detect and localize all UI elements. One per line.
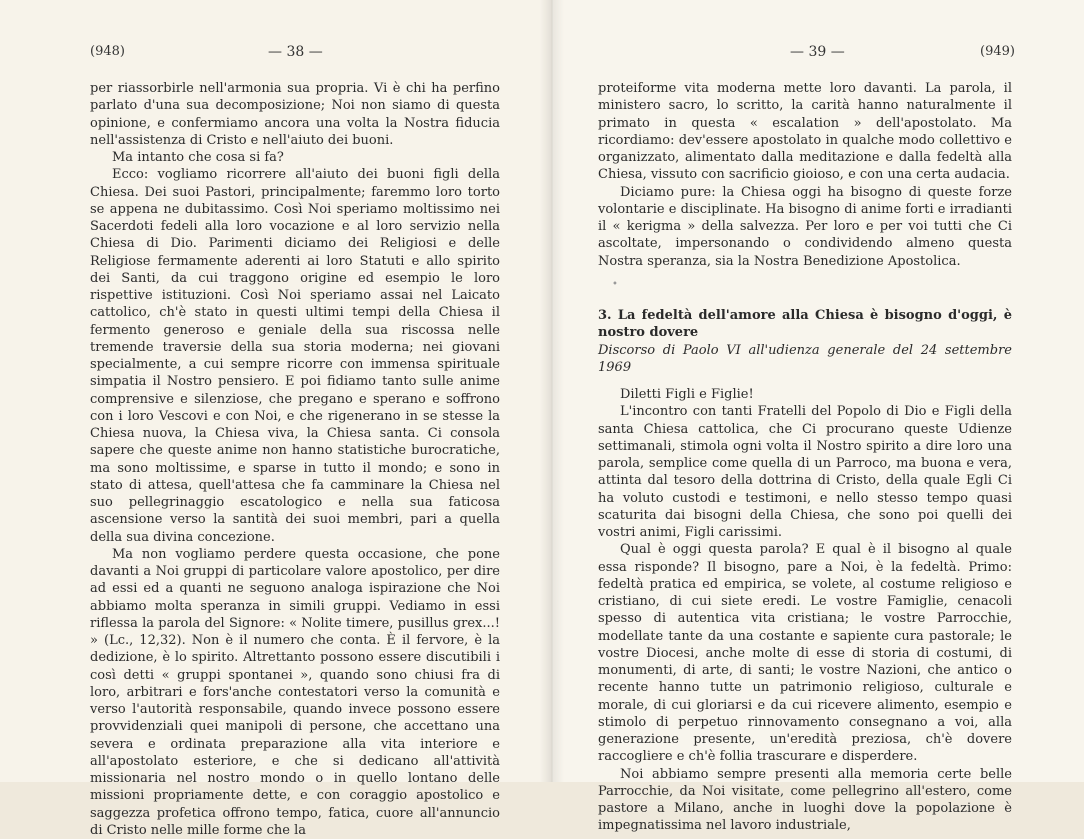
paragraph: Ecco: vogliamo ricorrere all'aiuto dei buoni figli della Chiesa. Dei suoi Pastori, principalmente; faremmo loro torto se appena ne dubitassimo. Così Noi speriamo moltissimo nei Sacerdoti fedeli alla loro vocazione e al loro servizio nella Chiesa di Dio. Parimenti diciamo dei Religiosi e delle Religiose fermamente aderenti ai loro Statuti e allo spirito dei Santi, da cui traggono origine ed esempio le loro rispettive istituzioni. Così Noi speriamo assai nel Laicato cattolico, ch'è stato in questi ultimi tempi della Chiesa il fermento generoso e geniale della sua riscossa nelle tremende traversie della sua storia moderna; nei giovani specialmente, a cui sempre ricorre con immensa spirituale simpatia il Nostro pensiero. E poi fidiamo tanto sulle anime comprensive e silenziose, che pregano e sperano e soffrono con i loro Vescovi e con Noi, e che rigenerano in se stesse la Chiesa nuova, la Chiesa viva, la Chiesa santa. Ci consola sapere che queste anime non hanno statistiche burocratiche, ma sono moltissime, e sparse in tutto il mondo; e sono in stato di attesa, quell'attesa che fa camminare la Chiesa nel suo pellegrinaggio escatologico e nella sua faticosa ascensione verso la santità dei suoi membri, pari a quella della sua divina concezione. (90, 167, 500, 545)
paragraph: Noi abbiamo sempre presenti alla memoria certe belle Parrocchie, da Noi visitate, come pellegrino all'estero, come pastore a Milano, anche in luoghi dove la popolazione è impegnatissima nel lavoro industriale, (598, 766, 1012, 834)
separator-dot: • (612, 278, 618, 290)
paragraph: proteiforme vita moderna mette loro davanti. La parola, il ministero sacro, lo scritto, la carità hanno naturalmente il primato in questa « escalation » dell'apostolato. Ma ricordiamo: dev'essere apostolato in qualche modo collettivo e organizzato, alimentato dalla meditazione e dalla fedeltà alla Chiesa, vissuto con sacrificio gioioso, e con una certa audacia. (598, 81, 1012, 183)
paragraph: per riassorbirle nell'armonia sua propria. Vi è chi ha perfino parlato d'una sua decomposizione; Noi non siamo di questa opinione, e confermiamo ancora una volta la Nostra fiducia nell'assistenza di Cristo e nell'aiuto dei buoni. (90, 81, 500, 148)
section-subtitle: Discorso di Paolo VI all'udienza generale del 24 settembre 1969 (598, 342, 1012, 375)
right-page (552, 0, 1084, 834)
right-body-text (598, 80, 1012, 835)
paragraph: Diciamo pure: la Chiesa oggi ha bisogno di queste forze volontarie e disciplinate. Ha bisogno di anime forti e irradianti il « kerigma » della salvezza. Per loro e per voi tutti che Ci ascoltate, impersonando o condividendo almeno questa Nostra speranza, sia la Nostra Benedizione Apostolica. (598, 184, 1012, 269)
left-margin-number: (948) (90, 44, 125, 59)
section-title: 3. La fedeltà dell'amore alla Chiesa è bisogno d'oggi, è nostro dovere (598, 308, 1012, 341)
paragraph: Ma intanto che cosa si fa? (112, 150, 284, 165)
book-gutter (540, 0, 564, 782)
right-margin-number: (949) (980, 44, 1015, 59)
paragraph: L'incontro con tanti Fratelli del Popolo di Dio e Figli della santa Chiesa cattolica, che Ci procurano queste Udienze settimanali, stimola ogni volta il Nostro spirito a dire loro una parola, semplice come quella di un Parroco, ma buona e vera, attinta dal tesoro della dottrina di Cristo, della quale Egli Ci ha voluto custodi e testimoni, e nello stesso tempo quasi scaturita dai bisogni della Chiesa, che sono poi quelli dei vostri animi, Figli carissimi. (598, 404, 1012, 540)
paragraph: Ma non vogliamo perdere questa occasione, che pone davanti a Noi gruppi di particolare valore apostolico, per dire ad essi ed a quanti ne seguono analoga ispirazione che Noi abbiamo molta speranza in simili gruppi. Vediamo in essi riflessa la parola del Signore: « Nolite timere, pusillus grex...! » (Lc., 12,32). Non è il numero che conta. È il fervore, è la dedizione, è lo spirito. Altrettanto possono essere discutibili i così detti « gruppi spontanei », quando sono chiusi fra di loro, arbitrari e fors'anche contestatori verso la comunità e verso l'autorità responsabile, quando invece possono essere provvidenziali quei manipoli di persone, che accettano una severa e ordinata preparazione alla vita interiore e all'apostolato esteriore, e che si dedicano all'attività missionaria nel nostro mondo o in quello lontano delle missioni propriamente dette, e con coraggio apostolico e saggezza profetica offrono tempo, fatica, cuore all'annuncio di Cristo nelle mille forme che la (90, 546, 500, 838)
left-page-number: — 38 — (268, 44, 323, 60)
left-body-text (90, 80, 500, 839)
paragraph: Qual è oggi questa parola? E qual è il bisogno al quale essa risponde? Il bisogno, pare a Noi, è la fedeltà. Primo: fedeltà pratica ed empirica, se volete, al costume religioso e cristiano, di cui siete eredi. Le vostre Famiglie, cenacoli spesso di autentica vita cristiana; le vostre Parrocchie, modellate tante da una costante e sapiente cura pastorale; le vostre Diocesi, anche molte di esse di storia di costumi, di monumenti, di arte, di santi; le vostre Nazioni, che antico o recente hanno tutte un patrimonio religioso, culturale e morale, di cui gloriarsi e da cui ricevere alimento, esempio e stimolo di perpetuo rinnovamento consegnano a voi, alla generazione presente, un'eredità preziosa, ch'è dovere raccogliere e ch'è follia trascurare e disperdere. (598, 542, 1012, 765)
right-page-number: — 39 — (790, 44, 845, 60)
salutation: Diletti Figli e Figlie! (620, 387, 754, 402)
